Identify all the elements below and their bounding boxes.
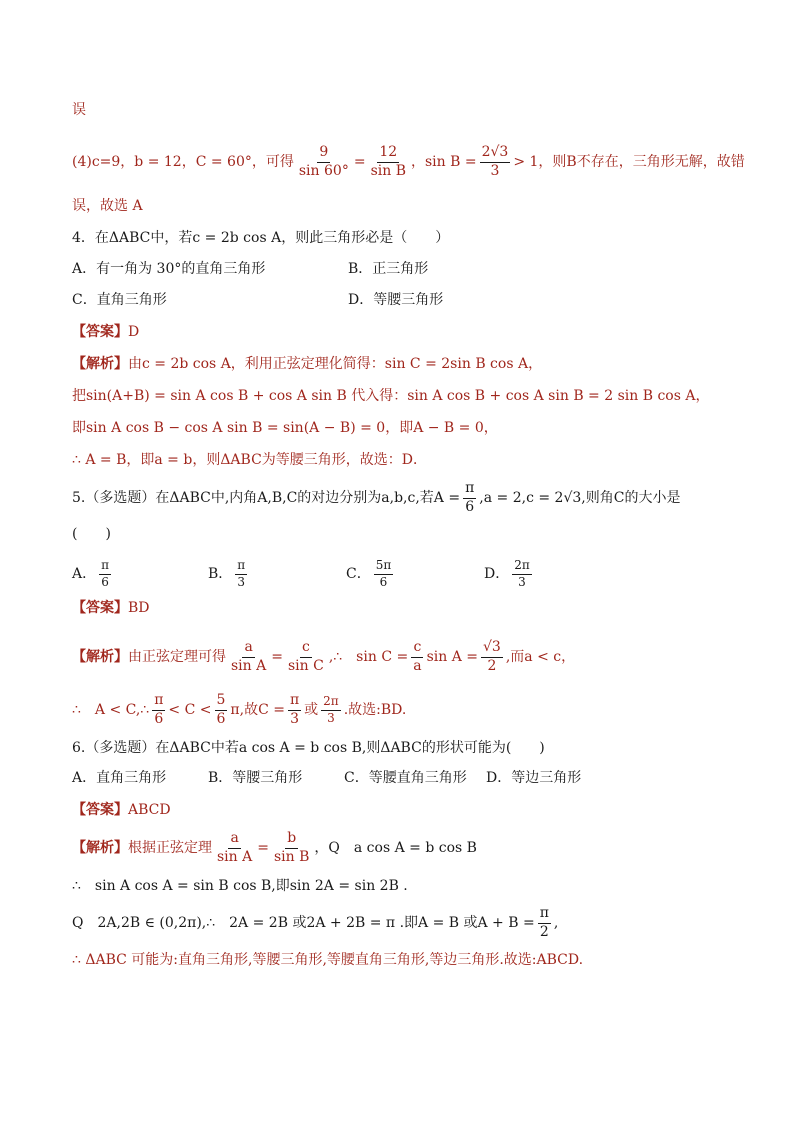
fraction-2root3-over-3: $\frac{2√3}{3}$ [481, 144, 509, 179]
q6-option-c: C．等腰直角三角形 [344, 770, 467, 786]
q4-answer: 【答案】 D [72, 324, 140, 340]
q6-stem: 6.（多选题）在ΔABC中若a cos A = b cos B,则ΔABC的形状可能为( ) [72, 740, 545, 756]
q6-option-b: B．等腰三角形 [208, 770, 303, 786]
fraction-9-over-sin60: $\frac{9}{\sin 60^\circ}$ [298, 144, 349, 179]
q5-option-c: C． $\frac{5\pi}{6}$ [346, 558, 392, 589]
q6-explanation-1: 【解析】 根据正弦定理 $\frac{a}{\text{sin A}}$ = $\frac{b}{\text{sin B}}$ ，Q a cos A = b cos B [72, 830, 477, 865]
q4-options-row1 [72, 259, 428, 279]
q5-option-b: B． $\frac{\pi}{3}$ [208, 558, 246, 589]
q4-explanation-4: ∴ A = B，即a = b，则ΔABC为等腰三角形，故选：D． [72, 452, 428, 468]
q4-explanation-1: 【解析】 由c = 2b cos A，利用正弦定理化简得：sin C = 2sin B cos A， [72, 356, 543, 372]
q5-stem: 5.（多选题）在ΔABC中,内角A,B,C的对边分别为a,b,c,若A = $\frac{\pi}{6}$ ,a = 2,c = 2√3,则角C的大小是 [72, 480, 681, 515]
q4-stem: 4．在ΔABC中，若c = 2b cos A，则此三角形必是（ ） [72, 230, 450, 246]
q4-explanation-3: 即sin A cos B − cos A sin B = sin(A − B) = 0，即A − B = 0， [72, 420, 498, 436]
q4-option-b: B．正三角形 [348, 261, 429, 277]
q6-answer: 【答案】 ABCD [72, 802, 171, 818]
q6-option-d: D．等边三角形 [486, 770, 582, 786]
q6-option-a: A．直角三角形 [72, 770, 167, 786]
fraction-12-over-sinB: $\frac{12}{\text{sin B}}$ [370, 144, 406, 179]
q5-option-d: D． $\frac{2\pi}{3}$ [484, 558, 530, 589]
q5-explanation-1: 【解析】 由正弦定理可得 $\frac{a}{\text{sin A}}$ = $\frac{c}{\text{sin C}}$ ,∴ sin C = $\frac{c}{a}$ sin A = $\frac{√3}{2}$ ,而a < c， [72, 639, 576, 674]
q4-option-d: D．等腰三角形 [348, 292, 444, 308]
q6-explanation-3: Q 2A,2B ∈ (0,2π),∴ 2A = 2B 或2A + 2B = π .即A = B 或A + B = $\frac{\pi}{2}$ , [72, 905, 559, 940]
q5-explanation-2: ∴ A < C,∴ $\frac{\pi}{6}$ < C < $\frac{5}{6}$ π,故C = $\frac{\pi}{3}$ 或 $\frac{2\pi}{3}$ .故选:BD. [72, 692, 407, 727]
q6-explanation-4: ∴ ΔABC 可能为:直角三角形,等腰三角形,等腰直角三角形,等边三角形.故选:ABCD. [72, 952, 584, 968]
q4-option-c: C．直角三角形 [72, 292, 167, 308]
q5-answer: 【答案】 BD [72, 600, 150, 616]
q4-options-row2 [72, 290, 443, 310]
q6-explanation-2: ∴ sin A cos A = sin B cos B,即sin 2A = sin 2B . [72, 878, 408, 894]
fraction-pi-over-6: $\frac{\pi}{6}$ [465, 480, 475, 515]
q4-explanation-2: 把sin(A+B) = sin A cos B + cos A sin B 代入得：sin A cos B + cos A sin B = 2 sin B cos A， [72, 388, 710, 404]
case-4-line: (4)c=9，b = 12，C = 60°，可得 $\frac{9}{\sin 60^\circ}$ = $\frac{12}{\text{sin B}}$ ，sin B = $\frac{2√3}{3}$ > 1，则B不存在，三角形无解，故错 [72, 144, 745, 179]
q6-options [72, 768, 581, 788]
q5-paren: ( ) [72, 526, 111, 542]
case-4-conclusion: 误，故选 A [72, 198, 143, 214]
q5-options [72, 555, 535, 593]
q4-option-a: A．有一角为 30°的直角三角形 [72, 261, 266, 277]
text-line-continuation: 误 [72, 102, 86, 118]
q5-option-a: A． $\frac{\pi}{6}$ [72, 558, 110, 589]
